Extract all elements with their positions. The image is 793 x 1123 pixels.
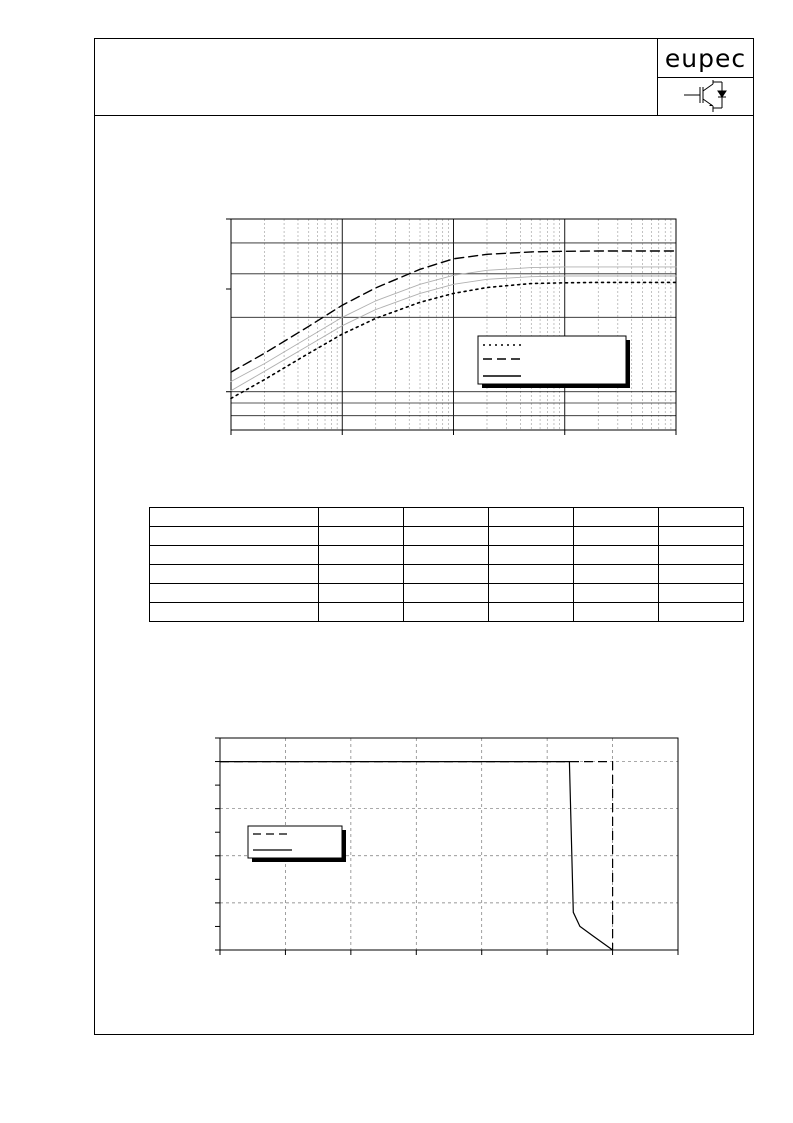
table-row bbox=[150, 546, 744, 565]
table-row bbox=[150, 565, 744, 584]
table-cell bbox=[150, 508, 319, 527]
table-cell bbox=[404, 565, 489, 584]
table-cell bbox=[659, 584, 744, 603]
table-cell bbox=[404, 546, 489, 565]
table-cell bbox=[659, 508, 744, 527]
table-row bbox=[150, 508, 744, 527]
table-cell bbox=[574, 584, 659, 603]
table-cell bbox=[489, 546, 574, 565]
table-cell bbox=[489, 527, 574, 546]
table-cell bbox=[404, 508, 489, 527]
table-cell bbox=[150, 527, 319, 546]
table-cell bbox=[489, 508, 574, 527]
table-cell bbox=[404, 527, 489, 546]
table-row bbox=[150, 603, 744, 622]
table-cell bbox=[319, 527, 404, 546]
table-cell bbox=[319, 546, 404, 565]
header-divider bbox=[94, 115, 754, 116]
table-cell bbox=[319, 565, 404, 584]
table-cell bbox=[659, 546, 744, 565]
brand-logo: eupec bbox=[664, 44, 747, 73]
table-cell bbox=[150, 565, 319, 584]
table-cell bbox=[404, 584, 489, 603]
table-cell bbox=[404, 603, 489, 622]
table-cell bbox=[659, 565, 744, 584]
table-cell bbox=[574, 508, 659, 527]
table-cell bbox=[659, 527, 744, 546]
table-cell bbox=[574, 546, 659, 565]
table-cell bbox=[319, 584, 404, 603]
logo-divider bbox=[657, 77, 754, 78]
table-row bbox=[150, 584, 744, 603]
table-cell bbox=[574, 527, 659, 546]
table-cell bbox=[319, 603, 404, 622]
table-cell bbox=[150, 546, 319, 565]
table-cell bbox=[319, 508, 404, 527]
table-row bbox=[150, 527, 744, 546]
igbt-transistor-symbol-icon bbox=[684, 80, 730, 114]
parameter-table bbox=[149, 507, 744, 622]
table-cell bbox=[489, 565, 574, 584]
table-cell bbox=[150, 584, 319, 603]
table-cell bbox=[489, 603, 574, 622]
table-cell bbox=[489, 584, 574, 603]
table-cell bbox=[150, 603, 319, 622]
table-cell bbox=[574, 603, 659, 622]
table-cell bbox=[574, 565, 659, 584]
table-cell bbox=[659, 603, 744, 622]
